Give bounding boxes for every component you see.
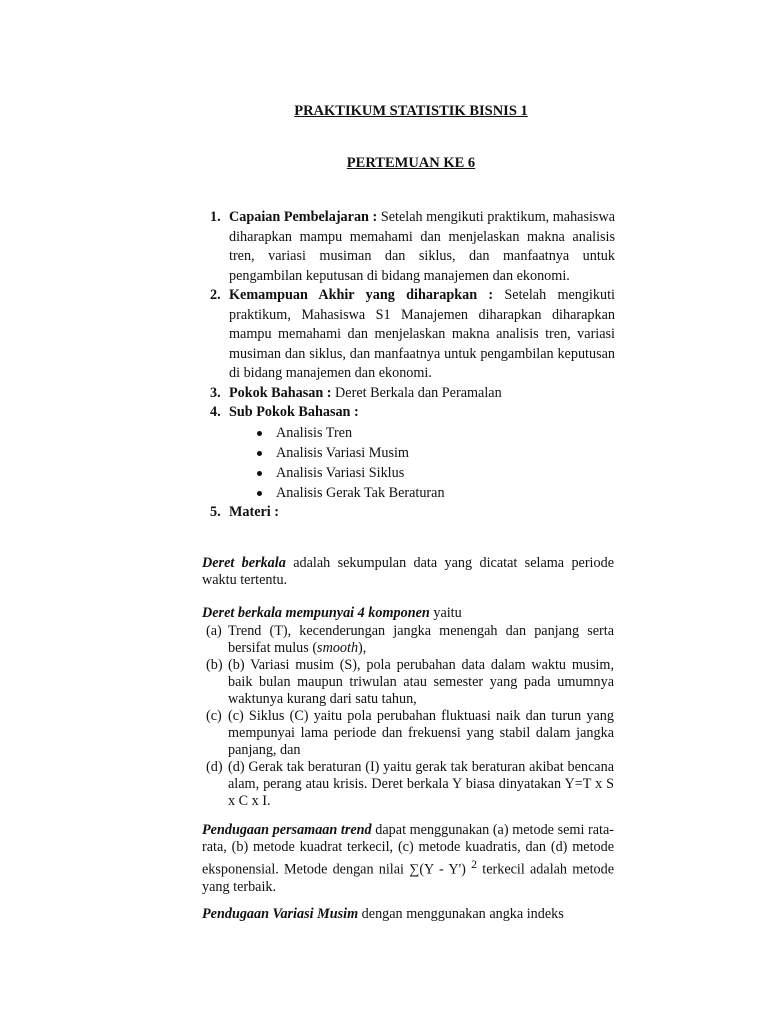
paragraph-lead: Deret berkala <box>202 555 286 571</box>
component-item <box>206 759 614 810</box>
paragraph-seasonal-estimation <box>202 906 614 923</box>
item-number: 3. <box>210 384 221 401</box>
sub-topic-item: Analisis Tren <box>254 423 615 443</box>
list-item-1 <box>210 208 615 286</box>
item-heading: Materi : <box>229 504 280 521</box>
item-heading: Pokok Bahasan : <box>229 384 332 401</box>
list-item-2 <box>210 286 615 384</box>
list-item-5 <box>210 503 615 523</box>
component-emphasis: smooth <box>317 640 359 656</box>
component-text: (d) Gerak tak beraturan (I) yaitu gerak tak beraturan akibat bencana alam, perang atau krisis. Deret berkala Y biasa dinyatakan Y=T x S x C x I. <box>228 759 614 809</box>
item-text: Setelah mengikuti praktikum, Mahasiswa S1 Manajemen diharapkan diharapkan mampu memahami dan menjelaskan makna analisis tren, variasi musiman dan siklus, dan manfaatnya untuk pengambilan keputusan di bidang manajemen dan ekonomi. <box>229 287 615 381</box>
sub-topic-item: Analisis Variasi Siklus <box>254 463 615 483</box>
numbered-list <box>210 208 615 523</box>
sub-topic-item: Analisis Gerak Tak Beraturan <box>254 483 615 503</box>
item-heading: Sub Pokok Bahasan : <box>229 404 359 420</box>
paragraph-text: dapat menggunakan (a) metode semi rata-rata, (b) metode kuadrat terkecil, (c) metode kuadratis, dan (d) metode eksponensial. Metode dengan nilai ∑(Y - Y') <box>202 822 614 878</box>
item-number: 2. <box>210 287 221 303</box>
component-item <box>206 708 614 759</box>
component-item <box>206 623 614 657</box>
sub-topic-item: Analisis Variasi Musim <box>254 443 615 463</box>
component-label: (d) <box>206 759 223 775</box>
paragraph-components <box>202 605 614 622</box>
item-number: 5. <box>210 504 221 521</box>
superscript: 2 <box>471 857 478 871</box>
paragraph-lead: Pendugaan Variasi Musim <box>202 906 359 922</box>
item-number: 4. <box>210 404 221 420</box>
component-text: Trend (T), kecenderungan jangka menengah dan panjang serta bersifat mulus ( <box>228 623 614 656</box>
component-text: (c) Siklus (C) yaitu pola perubahan fluktuasi naik dan turun yang mempunyai lama periode dan frekuensi yang stabil dalam jangka panjang, dan <box>228 708 614 758</box>
list-item-4 <box>210 403 615 423</box>
paragraph-text: dengan menggunakan angka indeks <box>358 906 564 922</box>
item-heading: Kemampuan Akhir yang diharapkan : <box>229 287 494 303</box>
component-item <box>206 657 614 708</box>
meeting-title: PERTEMUAN KE 6 <box>346 155 476 171</box>
paragraph-text: yaitu <box>429 605 462 621</box>
document-title: PRAKTIKUM STATISTIK BISNIS 1 <box>294 103 528 119</box>
sub-topic-list <box>210 423 615 504</box>
component-tail: ), <box>358 640 367 656</box>
component-label: (b) <box>206 657 223 673</box>
component-label: (c) <box>206 708 222 724</box>
item-text: Setelah mengikuti praktikum, mahasiswa diharapkan mampu memahami dan menjelaskan makna analisis tren, variasi musiman dan siklus, dan manfaatnya untuk pengambilan keputusan di bidang manajemen dan ekonomi. <box>229 209 615 284</box>
paragraph-tail: terkecil adalah metode yang terbaik. <box>202 861 614 895</box>
components-list <box>206 623 614 810</box>
component-text: (b) Variasi musim (S), pola perubahan data dalam waktu musim, baik bulan maupun triwulan atau semester yang pada umumnya waktunya kurang dari satu tahun, <box>228 657 614 707</box>
paragraph-text: adalah sekumpulan data yang dicatat selama periode waktu tertentu. <box>202 555 614 588</box>
paragraph-lead: Deret berkala mempunyai 4 komponen <box>202 605 430 621</box>
item-number: 1. <box>210 209 221 225</box>
item-text: Deret Berkala dan Peramalan <box>331 384 502 401</box>
paragraph-deret-berkala <box>202 555 614 589</box>
paragraph-trend-estimation <box>202 822 614 896</box>
paragraph-lead: Pendugaan persamaan trend <box>202 822 372 838</box>
component-label: (a) <box>206 623 222 639</box>
list-item-3 <box>210 384 615 404</box>
item-heading: Capaian Pembelajaran : <box>229 209 378 225</box>
